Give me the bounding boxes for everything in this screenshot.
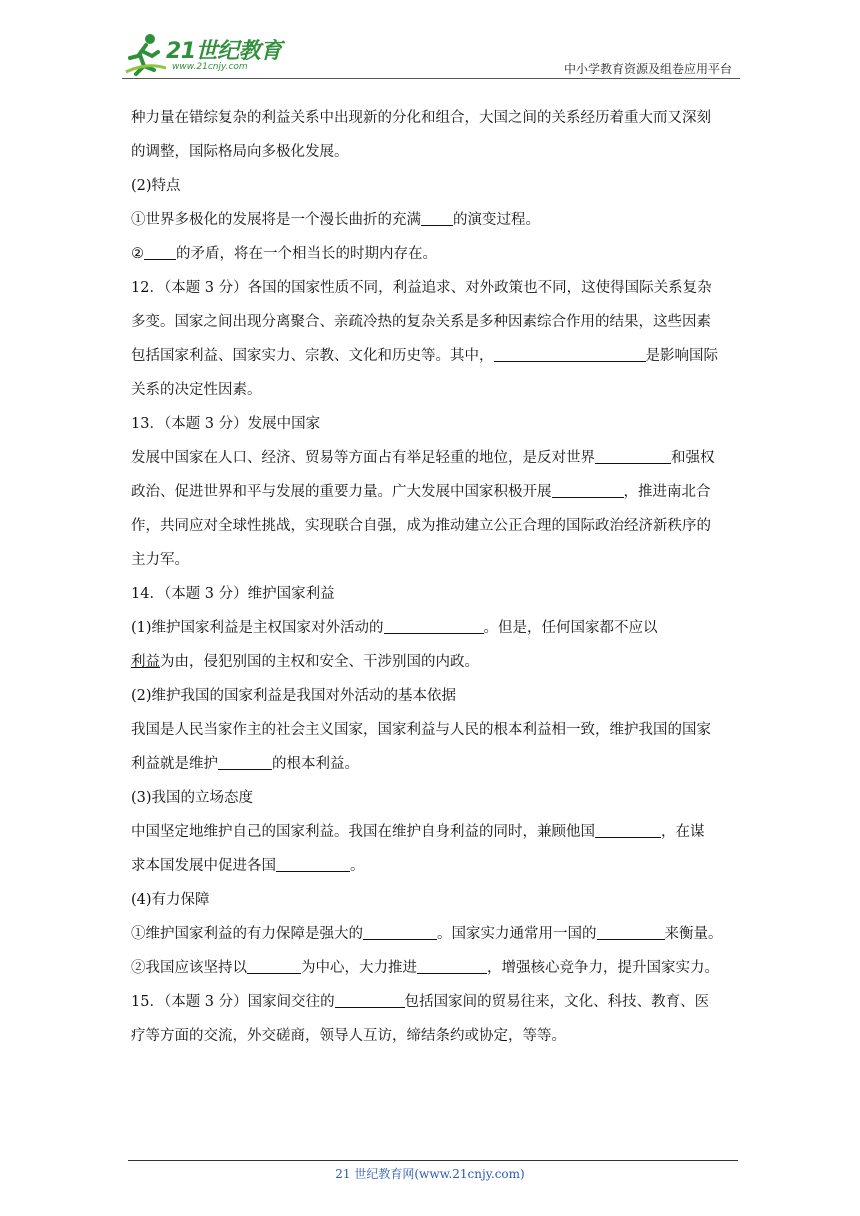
question-13: 13．（本题 3 分）发展中国家 — [131, 416, 321, 432]
text-line: 包括国家利益、国家实力、宗教、文化和历史等。其中， 是影响国际 — [131, 339, 733, 373]
text-line: ② 的矛盾，将在一个相当长的时期内存在。 — [131, 237, 733, 271]
text-line: 多变。国家之间出现分离聚合、亲疏冷热的复杂关系是多种因素综合作用的结果，这些因素 — [131, 314, 711, 330]
document-body — [131, 101, 733, 1053]
answer-blank[interactable] — [276, 855, 350, 872]
text-line: ①维护国家利益的有力保障是强大的 。国家实力通常用一国的 来衡量。 — [131, 917, 733, 951]
text-line: 的调整，国际格局向多极化发展。 — [131, 144, 349, 160]
text-line: 中国坚定地维护自己的国家利益。我国在维护自身利益的同时，兼顾他国 ，在谋 — [131, 815, 733, 849]
header-divider — [122, 78, 740, 79]
answer-blank[interactable] — [421, 209, 453, 226]
logo-title: 21世纪教育 — [166, 39, 282, 64]
answer-blank[interactable] — [384, 617, 484, 634]
site-logo[interactable] — [118, 32, 308, 76]
runner-logo-icon — [124, 32, 168, 76]
page-header — [118, 28, 740, 80]
underlined-word: 利益 — [131, 654, 160, 670]
question-14: 14．（本题 3 分）维护国家利益 — [131, 586, 335, 602]
answer-blank[interactable] — [144, 243, 176, 260]
text-line: 关系的决定性因素。 — [131, 382, 262, 398]
answer-blank[interactable] — [494, 345, 646, 362]
text-line: (3)我国的立场态度 — [131, 790, 254, 806]
answer-blank[interactable] — [595, 447, 671, 464]
text-line: 求本国发展中促进各国 。 — [131, 849, 733, 883]
footer-divider — [128, 1160, 738, 1161]
footer-link[interactable]: 21 世纪教育网(www.21cnjy.com) — [335, 1167, 525, 1181]
text-line: 利益就是维护 的根本利益。 — [131, 747, 733, 781]
text-line: 主力军。 — [131, 552, 189, 568]
text-line: (4)有力保障 — [131, 892, 210, 908]
header-platform-text: 中小学教育资源及组卷应用平台 — [563, 62, 732, 76]
text-line: 我国是人民当家作主的社会主义国家，国家利益与人民的根本利益相一致，维护我国的国家 — [131, 722, 711, 738]
text-line: 政治、促进世界和平与发展的重要力量。广大发展中国家积极开展 ，推进南北合 — [131, 475, 733, 509]
question-12: 12．（本题 3 分）各国的国家性质不同，利益追求、对外政策也不同，这使得国际关系复杂 — [131, 280, 712, 296]
answer-blank[interactable] — [417, 957, 487, 974]
logo-url: www.21cnjy.com — [172, 62, 248, 72]
text-line: 种力量在错综复杂的利益关系中出现新的分化和组合，大国之间的关系经历着重大而又深刻 — [131, 110, 711, 126]
answer-blank[interactable] — [218, 753, 272, 770]
text-line: (2)维护我国的国家利益是我国对外活动的基本依据 — [131, 688, 457, 704]
answer-blank[interactable] — [597, 923, 665, 940]
answer-blank[interactable] — [363, 923, 437, 940]
text-line: ①世界多极化的发展将是一个漫长曲折的充满 的演变过程。 — [131, 203, 733, 237]
text-line: (1)维护国家利益是主权国家对外活动的 。但是，任何国家都不应以 — [131, 611, 733, 645]
text-line: 利益为由，侵犯别国的主权和安全、干涉别国的内政。 — [131, 654, 479, 670]
question-15: 15．（本题 3 分）国家间交往的 包括国家间的贸易往来，文化、科技、教育、医 — [131, 985, 733, 1019]
text-line: ②我国应该坚持以 为中心，大力推进 ，增强核心竞争力，提升国家实力。 — [131, 951, 733, 985]
answer-blank[interactable] — [595, 821, 661, 838]
answer-blank[interactable] — [335, 991, 405, 1008]
text-line: 发展中国家在人口、经济、贸易等方面占有举足轻重的地位，是反对世界 和强权 — [131, 441, 733, 475]
text-line: 作，共同应对全球性挑战，实现联合自强，成为推动建立公正合理的国际政治经济新秩序的 — [131, 518, 711, 534]
answer-blank[interactable] — [552, 481, 624, 498]
text-line: (2)特点 — [131, 178, 181, 194]
answer-blank[interactable] — [247, 957, 301, 974]
text-line: 疗等方面的交流，外交磋商，领导人互访，缔结条约或协定，等等。 — [131, 1028, 566, 1044]
